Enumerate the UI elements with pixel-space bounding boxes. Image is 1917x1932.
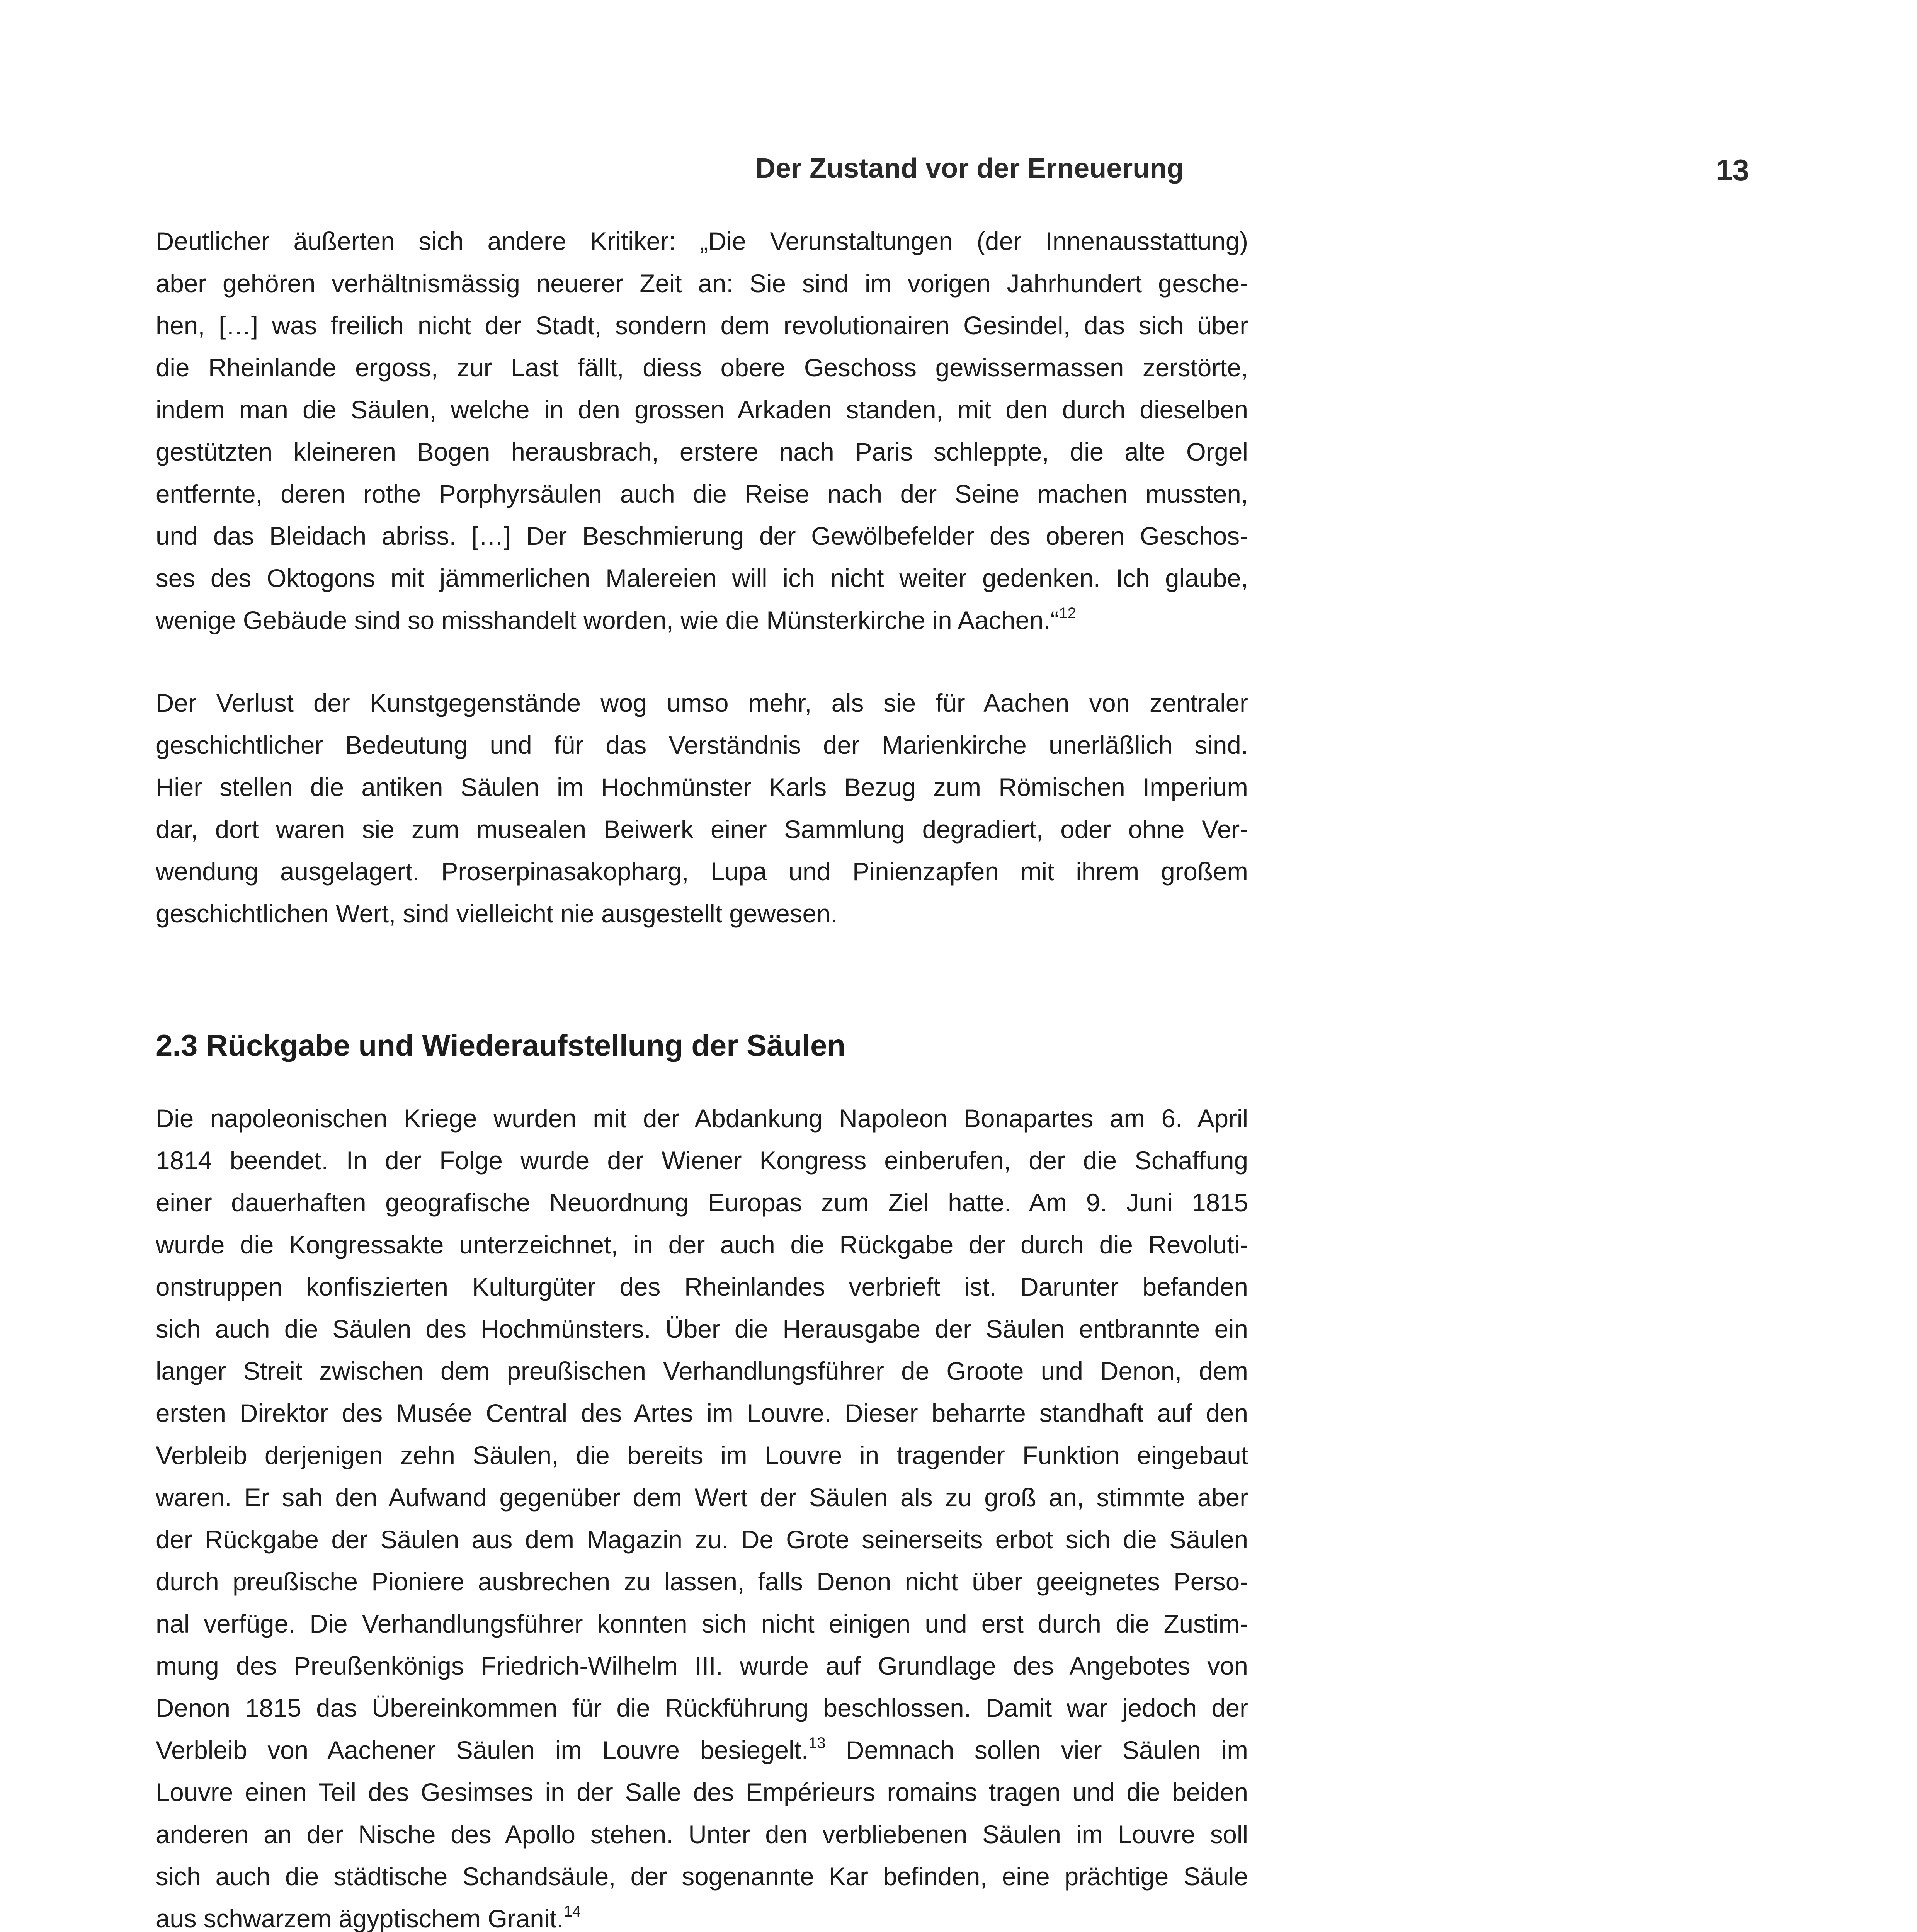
- footnote-ref: 14: [563, 1903, 581, 1920]
- running-title: Der Zustand vor der Erneuerung: [755, 153, 1184, 184]
- paragraph-quote: [156, 220, 1248, 641]
- text-line: ses des Oktogons mit jämmerlichen Malereien will ich nicht weiter gedenken. Ich glaube,: [156, 564, 1248, 592]
- text-line: wurde die Kongressakte unterzeichnet, in der auch die Rückgabe der durch die Revoluti-: [156, 1231, 1248, 1259]
- text-line: hen, […] was freilich nicht der Stadt, sondern dem revolutionairen Gesindel, das sich über: [156, 311, 1248, 340]
- text-line: Hier stellen die antiken Säulen im Hochmünster Karls Bezug zum Römischen Imperium: [156, 773, 1248, 801]
- text-line: entfernte, deren rothe Porphyrsäulen auch die Reise nach der Seine machen mussten,: [156, 480, 1248, 508]
- text-line: [156, 1729, 1248, 1771]
- text-line: indem man die Säulen, welche in den grossen Arkaden standen, mit den durch dieselben: [156, 396, 1248, 424]
- text-line: die Rheinlande ergoss, zur Last fällt, diess obere Geschoss gewissermassen zerstörte,: [156, 354, 1248, 382]
- text-line: Der Verlust der Kunstgegenstände wog umso mehr, als sie für Aachen von zentraler: [156, 689, 1248, 717]
- text-line: und das Bleidach abriss. […] Der Beschmierung der Gewölbefelder des oberen Geschos-: [156, 522, 1248, 550]
- text-line: einer dauerhaften geografische Neuordnung Europas zum Ziel hatte. Am 9. Juni 1815: [156, 1189, 1248, 1217]
- text-line: langer Streit zwischen dem preußischen Verhandlungsführer de Groote und Denon, dem: [156, 1357, 1248, 1385]
- footnote-ref: 12: [1059, 605, 1076, 622]
- text-line: waren. Er sah den Aufwand gegenüber dem Wert der Säulen als zu groß an, stimmte aber: [156, 1483, 1248, 1512]
- text-line: anderen an der Nische des Apollo stehen. Unter den verbliebenen Säulen im Louvre soll: [156, 1820, 1248, 1849]
- text-run: Demnach sollen vier Säulen im: [825, 1736, 1248, 1764]
- text-line: geschichtlicher Bedeutung und für das Verständnis der Marienkirche unerläßlich sind.: [156, 731, 1248, 759]
- text-line: gestützten kleineren Bogen herausbrach, erstere nach Paris schleppte, die alte Orgel: [156, 438, 1248, 466]
- text-line: mung des Preußenkönigs Friedrich-Wilhelm III. wurde auf Grundlage des Angebotes von: [156, 1652, 1248, 1680]
- text-line: dar, dort waren sie zum musealen Beiwerk einer Sammlung degradiert, oder ohne Ver-: [156, 815, 1248, 844]
- text-line: wendung ausgelagert. Proserpinasakopharg, Lupa und Pinienzapfen mit ihrem großem: [156, 857, 1248, 886]
- paragraph-return: [156, 1097, 1248, 1932]
- text-line: sich auch die Säulen des Hochmünsters. Über die Herausgabe der Säulen entbrannte ein: [156, 1315, 1248, 1343]
- section-heading: 2.3 Rückgabe und Wiederaufstellung der Säulen: [156, 1028, 846, 1062]
- text-line: Louvre einen Teil des Gesimses in der Salle des Empérieurs romains tragen und die beiden: [156, 1778, 1248, 1806]
- text-line: der Rückgabe der Säulen aus dem Magazin zu. De Grote seinerseits erbot sich die Säulen: [156, 1526, 1248, 1554]
- footnote-ref: 13: [808, 1735, 826, 1752]
- text-line: Denon 1815 das Übereinkommen für die Rückführung beschlossen. Damit war jedoch der: [156, 1694, 1248, 1722]
- paragraph-loss: [156, 682, 1248, 935]
- text-line: Die napoleonischen Kriege wurden mit der Abdankung Napoleon Bonapartes am 6. April: [156, 1104, 1248, 1133]
- text-line: [156, 599, 1248, 641]
- text-line: Verbleib derjenigen zehn Säulen, die bereits im Louvre in tragender Funktion eingebaut: [156, 1441, 1248, 1469]
- text-line: [156, 1898, 1248, 1932]
- page-number: 13: [1716, 153, 1749, 187]
- text-line: Deutlicher äußerten sich andere Kritiker: „Die Verunstaltungen (der Innenausstattung): [156, 227, 1248, 255]
- text-line: nal verfüge. Die Verhandlungsführer konnten sich nicht einigen und erst durch die Zustim-: [156, 1610, 1248, 1638]
- text-line: geschichtlichen Wert, sind vielleicht nie ausgestellt gewesen.: [156, 900, 838, 928]
- text-line: aber gehören verhältnismässig neuerer Zeit an: Sie sind im vorigen Jahrhundert gesche-: [156, 269, 1248, 298]
- text-run: wenige Gebäude sind so misshandelt worden, wie die Münsterkirche in Aachen.“: [156, 606, 1059, 634]
- text-line: 1814 beendet. In der Folge wurde der Wiener Kongress einberufen, der die Schaffung: [156, 1146, 1248, 1175]
- text-line: onstruppen konfiszierten Kulturgüter des Rheinlandes verbrieft ist. Darunter befanden: [156, 1273, 1248, 1301]
- text-run: aus schwarzem ägyptischem Granit.: [156, 1905, 564, 1932]
- text-line: durch preußische Pioniere ausbrechen zu lassen, falls Denon nicht über geeignetes Perso-: [156, 1568, 1248, 1596]
- text-line: sich auch die städtische Schandsäule, der sogenannte Kar befinden, eine prächtige Säule: [156, 1862, 1248, 1891]
- text-run: Verbleib von Aachener Säulen im Louvre besiegelt.: [156, 1736, 808, 1764]
- text-line: ersten Direktor des Musée Central des Artes im Louvre. Dieser beharrte standhaft auf den: [156, 1399, 1248, 1427]
